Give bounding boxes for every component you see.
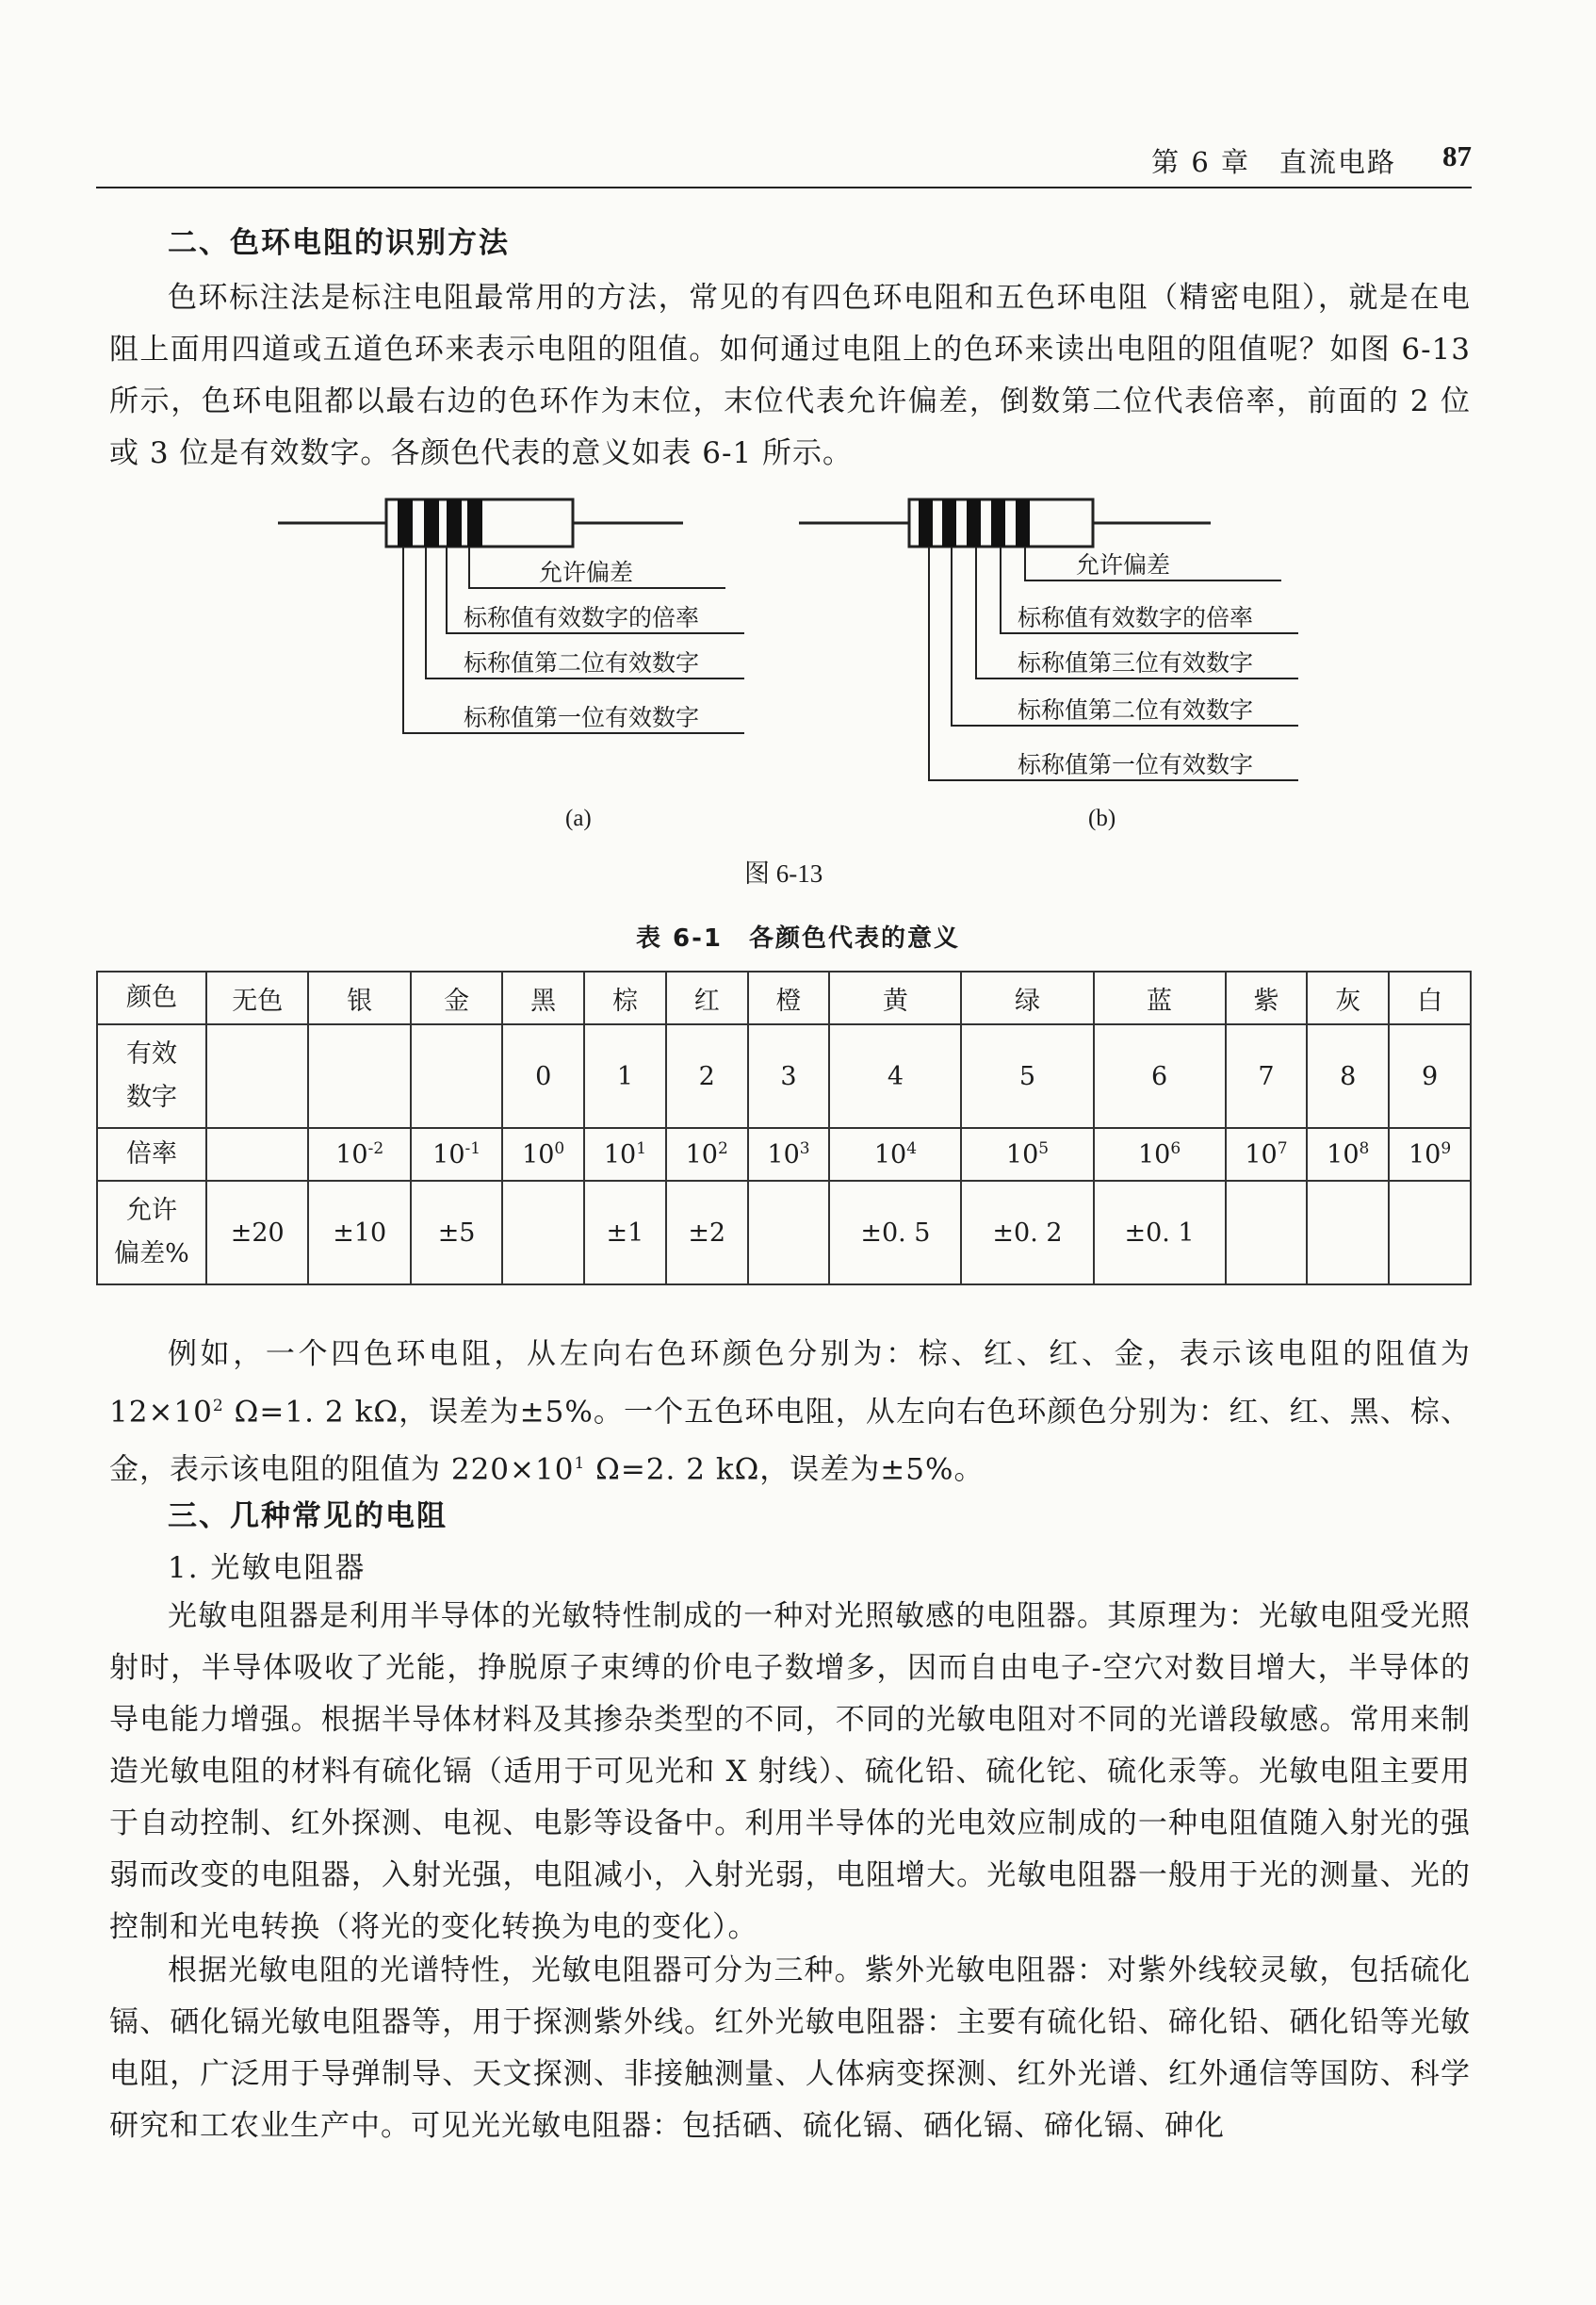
multiplier-cell: $10^{-1}$ [411, 1128, 502, 1181]
label-b-multiplier: 标称值有效数字的倍率 [1018, 604, 1254, 631]
chapter-title: 第 6 章 直流电路 [1151, 146, 1396, 178]
tolerance-cell: ±0. 5 [829, 1181, 961, 1284]
tolerance-cell: ±10 [308, 1181, 410, 1284]
label-b-first-digit: 标称值第一位有效数字 [1018, 751, 1254, 778]
label-b-second-digit: 标称值第二位有效数字 [1018, 696, 1254, 724]
color-cell: 蓝 [1094, 972, 1226, 1024]
digit-cell: 3 [748, 1024, 830, 1128]
label-a-second-digit: 标称值第二位有效数字 [464, 649, 700, 677]
color-cell: 灰 [1307, 972, 1389, 1024]
band-3 [447, 499, 462, 547]
tolerance-cell [1389, 1181, 1471, 1284]
multiplier-cell: $10^7$ [1226, 1128, 1308, 1181]
row-label-digits: 有效 数字 [97, 1024, 206, 1128]
table-row-colors [97, 972, 1471, 1024]
color-cell: 黑 [502, 972, 584, 1024]
tolerance-cell [748, 1181, 830, 1284]
tolerance-cell [1226, 1181, 1308, 1284]
multiplier-cell: $10^1$ [584, 1128, 666, 1181]
resistor-five-band [799, 499, 1298, 780]
band-5 [1016, 499, 1030, 547]
row-label-color: 颜色 [97, 972, 206, 1024]
multiplier-cell: $10^{-2}$ [308, 1128, 410, 1181]
multiplier-cell: $10^4$ [829, 1128, 961, 1181]
caption-a: (a) [565, 806, 592, 831]
multiplier-cell: $10^6$ [1094, 1128, 1226, 1181]
multiplier-cell: $10^3$ [748, 1128, 830, 1181]
color-cell: 银 [308, 972, 410, 1024]
digit-cell: 2 [666, 1024, 748, 1128]
color-cell: 红 [666, 972, 748, 1024]
tolerance-cell [1307, 1181, 1389, 1284]
resistor-four-band [278, 499, 744, 733]
resistor-diagrams [0, 490, 1596, 886]
band-1 [398, 499, 413, 547]
color-cell: 金 [411, 972, 502, 1024]
color-cell: 橙 [748, 972, 830, 1024]
label-a-first-digit: 标称值第一位有效数字 [464, 704, 700, 731]
figure-6-13 [0, 490, 1596, 886]
page-number: 87 [1442, 139, 1472, 172]
tolerance-cell [502, 1181, 584, 1284]
band-3 [967, 499, 981, 547]
multiplier-cell: $10^5$ [961, 1128, 1093, 1181]
tolerance-cell: ±0. 2 [961, 1181, 1093, 1284]
tolerance-cell: ±0. 1 [1094, 1181, 1226, 1284]
color-cell: 棕 [584, 972, 666, 1024]
band-4 [467, 499, 482, 547]
photoresistor-paragraph-1: 光敏电阻器是利用半导体的光敏特性制成的一种对光照敏感的电阻器。其原理为：光敏电阻受光照射时，半导体吸收了光能，挣脱原子束缚的价电子数增多，因而自由电子-空穴对数目增大，半导体的导电能力增强。根据半导体材料及其掺杂类型的不同，不同的光敏电阻对不同的光谱段敏感。常用来制造光敏电阻的材料有硫化镉（适用于可见光和 X 射线）、硫化铅、硫化铊、硫化汞等。光敏电阻主要用于自动控制、红外探测、电视、电影等设备中。利用半导体的光电效应制成的一种电阻值随入射光的强弱而改变的电阻器，入射光强，电阻减小，入射光弱，电阻增大。光敏电阻器一般用于光的测量、光的控制和光电转换（将光的变化转换为电的变化）。 [109, 1599, 1471, 1944]
label-a-multiplier: 标称值有效数字的倍率 [464, 604, 700, 631]
multiplier-cell: $10^2$ [666, 1128, 748, 1181]
digit-cell: 7 [1226, 1024, 1308, 1128]
digit-cell [411, 1024, 502, 1128]
label-a-tolerance: 允许偏差 [539, 559, 634, 586]
digit-cell: 4 [829, 1024, 961, 1128]
photoresistor-paragraph-2: 根据光敏电阻的光谱特性，光敏电阻器可分为三种。紫外光敏电阻器：对紫外线较灵敏，包括硫化镉、硒化镉光敏电阻器等，用于探测紫外线。红外光敏电阻器：主要有硫化铅、碲化铅、硒化铅等光敏电阻，广泛用于导弹制导、天文探测、非接触测量、人体病变探测、红外光谱、红外通信等国防、科学研究和工农业生产中。可见光光敏电阻器：包括硒、硫化镉、硒化镉、碲化镉、砷化 [109, 1954, 1471, 2143]
subheading-photoresistor: 1. 光敏电阻器 [168, 1551, 366, 1585]
tolerance-cell: ±5 [411, 1181, 502, 1284]
band-2 [942, 499, 956, 547]
multiplier-cell: $10^9$ [1389, 1128, 1471, 1181]
tolerance-cell: ±20 [206, 1181, 308, 1284]
figure-caption: 图 6-13 [744, 859, 823, 888]
color-code-table [96, 971, 1472, 1285]
color-cell: 白 [1389, 972, 1471, 1024]
section-paragraph-color-ring: 色环标注法是标注电阻最常用的方法，常见的有四色环电阻和五色环电阻（精密电阻），就是在电阻上面用四道或五道色环来表示电阻的阻值。如何通过电阻上的色环来读出电阻的阻值呢？如图 6-13 所示，色环电阻都以最右边的色环作为末位，末位代表允许偏差，倒数第二位代表倍率，前面的 2 位或 3 位是有效数字。各颜色代表的意义如表 6-1 所示。 [109, 281, 1471, 470]
tolerance-cell: ±1 [584, 1181, 666, 1284]
multiplier-cell [206, 1128, 308, 1181]
color-cell: 绿 [961, 972, 1093, 1024]
color-cell: 紫 [1226, 972, 1308, 1024]
multiplier-cell: $10^0$ [502, 1128, 584, 1181]
table-row-multiplier [97, 1128, 1471, 1181]
page-header [96, 132, 1472, 188]
multiplier-cell: $10^8$ [1307, 1128, 1389, 1181]
section-heading-common-resistors: 三、几种常见的电阻 [168, 1499, 448, 1533]
digit-cell: 5 [961, 1024, 1093, 1128]
row-label-tolerance: 允许 偏差% [97, 1181, 206, 1284]
row-label-multiplier: 倍率 [97, 1128, 206, 1181]
band-4 [991, 499, 1005, 547]
digit-cell [206, 1024, 308, 1128]
digit-cell: 9 [1389, 1024, 1471, 1128]
label-b-tolerance: 允许偏差 [1076, 551, 1171, 579]
color-cell: 无色 [206, 972, 308, 1024]
table-row-tolerance [97, 1181, 1471, 1284]
caption-b: (b) [1088, 806, 1116, 831]
label-b-third-digit: 标称值第三位有效数字 [1018, 649, 1254, 677]
digit-cell: 8 [1307, 1024, 1389, 1128]
digit-cell: 6 [1094, 1024, 1226, 1128]
digit-cell: 1 [584, 1024, 666, 1128]
table-row-digits [97, 1024, 1471, 1128]
tolerance-cell: ±2 [666, 1181, 748, 1284]
table-title: 表 6-1 各颜色代表的意义 [635, 924, 961, 953]
example-paragraph: 例如，一个四色环电阻，从左向右色环颜色分别为：棕、红、红、金，表示该电阻的阻值为 $12\times 10^2$ Ω=1. 2 kΩ，误差为±5%。一个五色环电阻，从左向右色环颜色分别为：红、红、黑、棕、金，表示该电阻的阻值为 $220\times 10^1$ Ω=2. 2 kΩ，误差为±5%。 [109, 1337, 1471, 1487]
digit-cell: 0 [502, 1024, 584, 1128]
band-2 [424, 499, 439, 547]
color-cell: 黄 [829, 972, 961, 1024]
digit-cell [308, 1024, 410, 1128]
band-1 [919, 499, 933, 547]
section-heading-color-ring: 二、色环电阻的识别方法 [168, 226, 510, 260]
